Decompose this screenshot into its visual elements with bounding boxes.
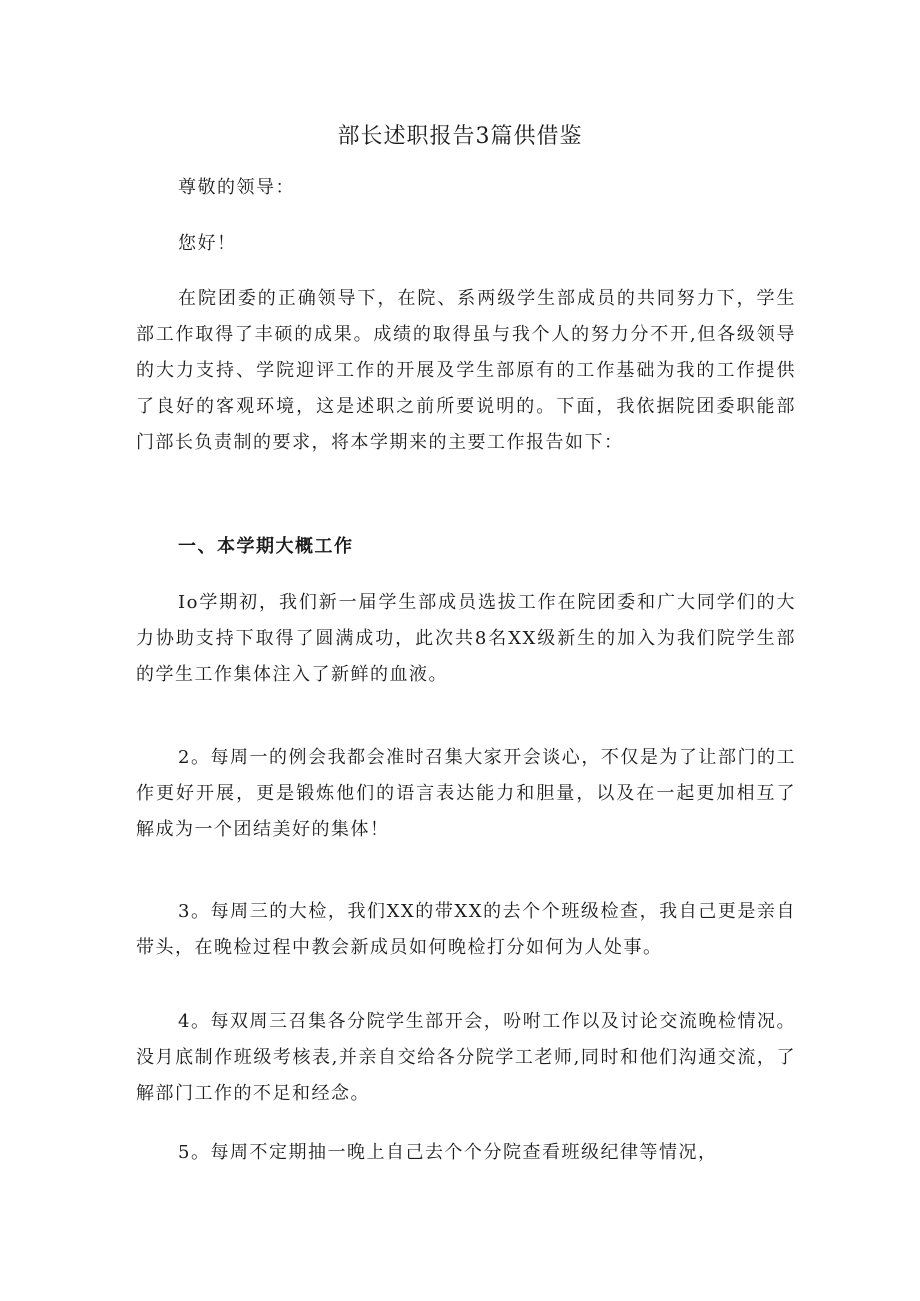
list-item: Io学期初，我们新一届学生部成员选拔工作在院团委和广大同学们的大力协助支持下取得了圆满成功，此次共8名XX级新生的加入为我们院学生部的学生工作集体注入了新鲜的血液。: [136, 592, 796, 685]
list-item: 5。每周不定期抽一晚上自己去个个分院查看班级纪律等情况，: [178, 1142, 718, 1163]
list-item: 2。每周一的例会我都会准时召集大家开会谈心，不仅是为了让部门的工作更好开展，更是锻炼他们的语言表达能力和胆量，以及在一起更加相互了解成为一个团结美好的集体！: [136, 747, 796, 840]
intro-paragraph: 在院团委的正确领导下，在院、系两级学生部成员的共同努力下，学生部工作取得了丰硕的成果。成绩的取得虽与我个人的努力分不开,但各级领导的大力支持、学院迎评工作的开展及学生部原有的工作基础为我的工作提供了良好的客观环境，这是述职之前所要说明的。下面，我依据院团委职能部门部长负责制的要求，将本学期来的主要工作报告如下：: [136, 288, 796, 453]
greeting: 您好！: [178, 233, 237, 254]
list-item: 4。每双周三召集各分院学生部开会，吩咐工作以及讨论交流晚检情况。没月底制作班级考核表,并亲自交给各分院学工老师,同时和他们沟通交流，了解部门工作的不足和经念。: [136, 1011, 796, 1104]
document-title: 部长述职报告3篇供借鉴: [337, 124, 583, 149]
list-item: 3。每周三的大检，我们XX的带XX的去个个班级检查，我自己更是亲自带头，在晚检过程中教会新成员如何晚检打分如何为人处事。: [136, 901, 796, 958]
section-heading-1: 一、本学期大概工作: [178, 536, 354, 557]
salutation: 尊敬的领导：: [178, 177, 295, 198]
